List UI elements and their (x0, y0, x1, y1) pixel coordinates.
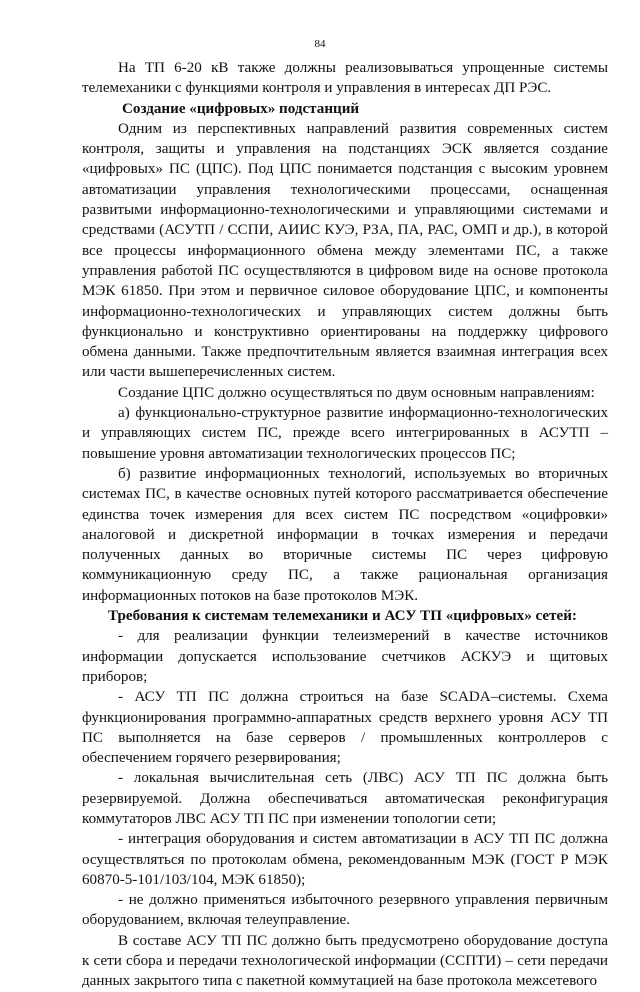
page-number: 84 (314, 38, 326, 50)
section-heading-requirements: Требования к системам телемеханики и АСУ ТП «цифровых» сетей: (108, 608, 577, 625)
paragraph-sspti: В составе АСУ ТП ПС должно быть предусмотрено оборудование доступа к сети сбора и передачи технологической информации (ССПТИ) – сети передачи данных закрытого типа с пакетной коммутацией на базе протокола межсетевого (82, 932, 608, 990)
list-item: - интеграция оборудования и систем автоматизации в АСУ ТП ПС должна осуществляться по протоколам обмена, рекомендованным МЭК (ГОСТ Р МЭК 60870-5-101/103/104, МЭК 61850); (82, 831, 608, 888)
document-body (82, 58, 608, 992)
paragraph-intro: На ТП 6-20 кВ также должны реализовываться упрощенные системы телемеханики с функциями контроля и управления в интересах ДП РЭС. (82, 60, 608, 97)
list-item: - АСУ ТП ПС должна строиться на базе SCADA–системы. Схема функционирования программно-аппаратных средств верхнего уровня АСУ ТП ПС выполняется на базе серверов / промышленных контроллеров с обеспечением горячего резервирования; (82, 689, 608, 767)
section-heading-digital-substations: Создание «цифровых» подстанций (122, 100, 360, 117)
list-item: - локальная вычислительная сеть (ЛВС) АСУ ТП ПС должна быть резервируемой. Должна обеспечиваться автоматическая реконфигурация коммутаторов ЛВС АСУ ТП ПС при изменении топологии сети; (82, 770, 608, 827)
list-item: - не должно применяться избыточного резервного управления первичным оборудованием, включая телеуправление. (82, 892, 608, 929)
paragraph-direction-a: а) функционально-структурное развитие информационно-технологических и управляющих систем ПС, прежде всего интегрированных в АСУТП – повышение уровня автоматизации технологических процессов ПС; (82, 405, 608, 462)
paragraph-definition: Одним из перспективных направлений развития современных систем контроля, защиты и управления на подстанциях ЭСК является создание «цифровых» ПС (ЦПС). Под ЦПС понимается подстанция с высоким уровнем автоматизации управления технологическими процессами, оснащенная развитыми информационно-технологическими и управляющими системами и средствами (АСУТП / ССПИ, АИИС КУЭ, РЗА, ПА, РАС, ОМП и др.), в которой все процессы информационного обмена между элементами ПС, а также управления работой ПС осуществляются в цифровом виде на основе протокола МЭК 61850. При этом и первичное силовое оборудование ЦПС, и компоненты информационно-технологических и управляющих систем должны быть функционально и конструктивно ориентированы на поддержку цифрового обмена данными. Также предпочтительным является взаимная интеграция всех или части вышеперечисленных систем. (82, 120, 608, 381)
paragraph-directions: Создание ЦПС должно осуществляться по двум основным направлениям: (118, 384, 595, 401)
list-item: - для реализации функции телеизмерений в качестве источников информации допускается использование счетчиков АСКУЭ и щитовых приборов; (82, 628, 608, 685)
paragraph-direction-b: б) развитие информационных технологий, используемых во вторичных системах ПС, в качестве основных путей которого рассматривается обеспечение единства точек измерения для всех систем ПС посредством «оцифровки» аналоговой и дискретной информации в точках измерения и передачи полученных данных во вторичные системы ПС через цифровую коммуникационную среду ПС, а также рациональная организация информационных потоков на базе протоколов МЭК. (82, 465, 608, 604)
